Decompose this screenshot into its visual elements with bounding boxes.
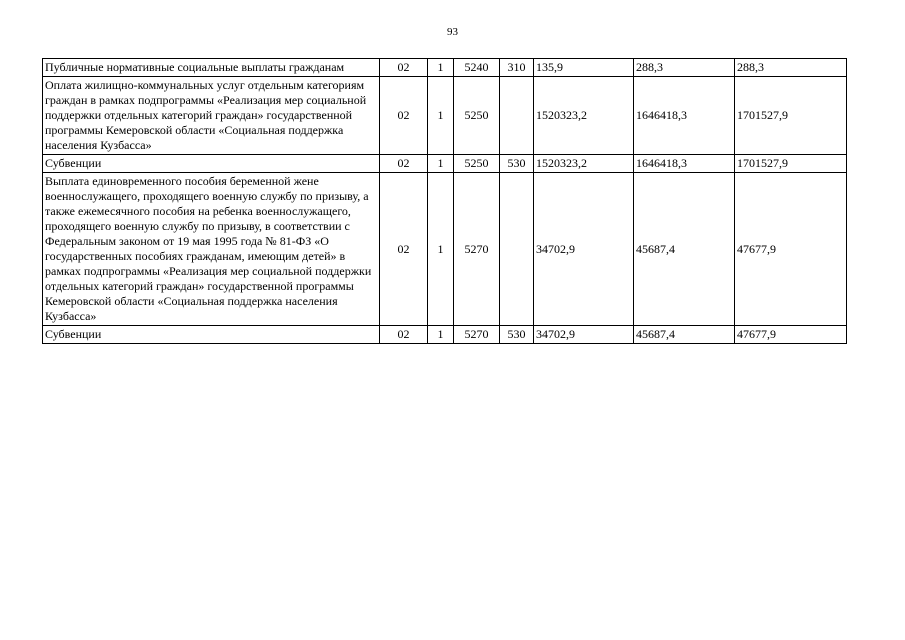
row-razdel: 02 — [380, 173, 428, 326]
table-row — [43, 155, 847, 173]
row-podrazdel: 1 — [428, 59, 454, 77]
row-podrazdel: 1 — [428, 173, 454, 326]
row-name: Публичные нормативные социальные выплаты гражданам — [43, 59, 380, 77]
row-sum-year-2: 1646418,3 — [634, 155, 735, 173]
row-razdel: 02 — [380, 77, 428, 155]
row-sum-year-1: 34702,9 — [534, 173, 634, 326]
row-sum-year-1: 1520323,2 — [534, 77, 634, 155]
row-name: Оплата жилищно-коммунальных услуг отдельным категориям граждан в рамках подпрограммы «Реализация мер социальной поддержки отдельных категорий граждан» государственной программы Кемеровской области «Социальная поддержка населения Кузбасса» — [43, 77, 380, 155]
row-sum-year-2: 45687,4 — [634, 326, 735, 344]
row-sum-year-2: 288,3 — [634, 59, 735, 77]
row-podrazdel: 1 — [428, 77, 454, 155]
table-row — [43, 173, 847, 326]
row-sum-year-1: 1520323,2 — [534, 155, 634, 173]
row-vid-rashodov: 530 — [500, 155, 534, 173]
row-sum-year-2: 45687,4 — [634, 173, 735, 326]
page-number: 93 — [447, 26, 458, 38]
row-tselevaya-statya: 5270 — [454, 173, 500, 326]
row-tselevaya-statya: 5250 — [454, 155, 500, 173]
row-razdel: 02 — [380, 155, 428, 173]
row-vid-rashodov — [500, 77, 534, 155]
row-sum-year-3: 288,3 — [735, 59, 847, 77]
row-podrazdel: 1 — [428, 326, 454, 344]
row-vid-rashodov: 310 — [500, 59, 534, 77]
row-tselevaya-statya: 5240 — [454, 59, 500, 77]
row-tselevaya-statya: 5270 — [454, 326, 500, 344]
budget-table — [42, 58, 847, 344]
row-name: Субвенции — [43, 326, 380, 344]
row-vid-rashodov — [500, 173, 534, 326]
row-sum-year-3: 1701527,9 — [735, 155, 847, 173]
row-sum-year-3: 47677,9 — [735, 326, 847, 344]
row-sum-year-2: 1646418,3 — [634, 77, 735, 155]
row-razdel: 02 — [380, 59, 428, 77]
row-name: Выплата единовременного пособия беременной жене военнослужащего, проходящего военную службу по призыву, а также ежемесячного пособия на ребенка военнослужащего, проходящего военную службу по призыву, в соответствии с Федеральным законом от 19 мая 1995 года № 81-ФЗ «О государственных пособиях гражданам, имеющим детей» в рамках подпрограммы «Реализация мер социальной поддержки отдельных категорий граждан» государственной программы Кемеровской области «Социальная поддержка населения Кузбасса» — [43, 173, 380, 326]
table-row — [43, 77, 847, 155]
row-vid-rashodov: 530 — [500, 326, 534, 344]
row-tselevaya-statya: 5250 — [454, 77, 500, 155]
table-row — [43, 59, 847, 77]
row-sum-year-3: 47677,9 — [735, 173, 847, 326]
row-name: Субвенции — [43, 155, 380, 173]
row-sum-year-1: 34702,9 — [534, 326, 634, 344]
row-razdel: 02 — [380, 326, 428, 344]
row-podrazdel: 1 — [428, 155, 454, 173]
row-sum-year-3: 1701527,9 — [735, 77, 847, 155]
table-row — [43, 326, 847, 344]
row-sum-year-1: 135,9 — [534, 59, 634, 77]
